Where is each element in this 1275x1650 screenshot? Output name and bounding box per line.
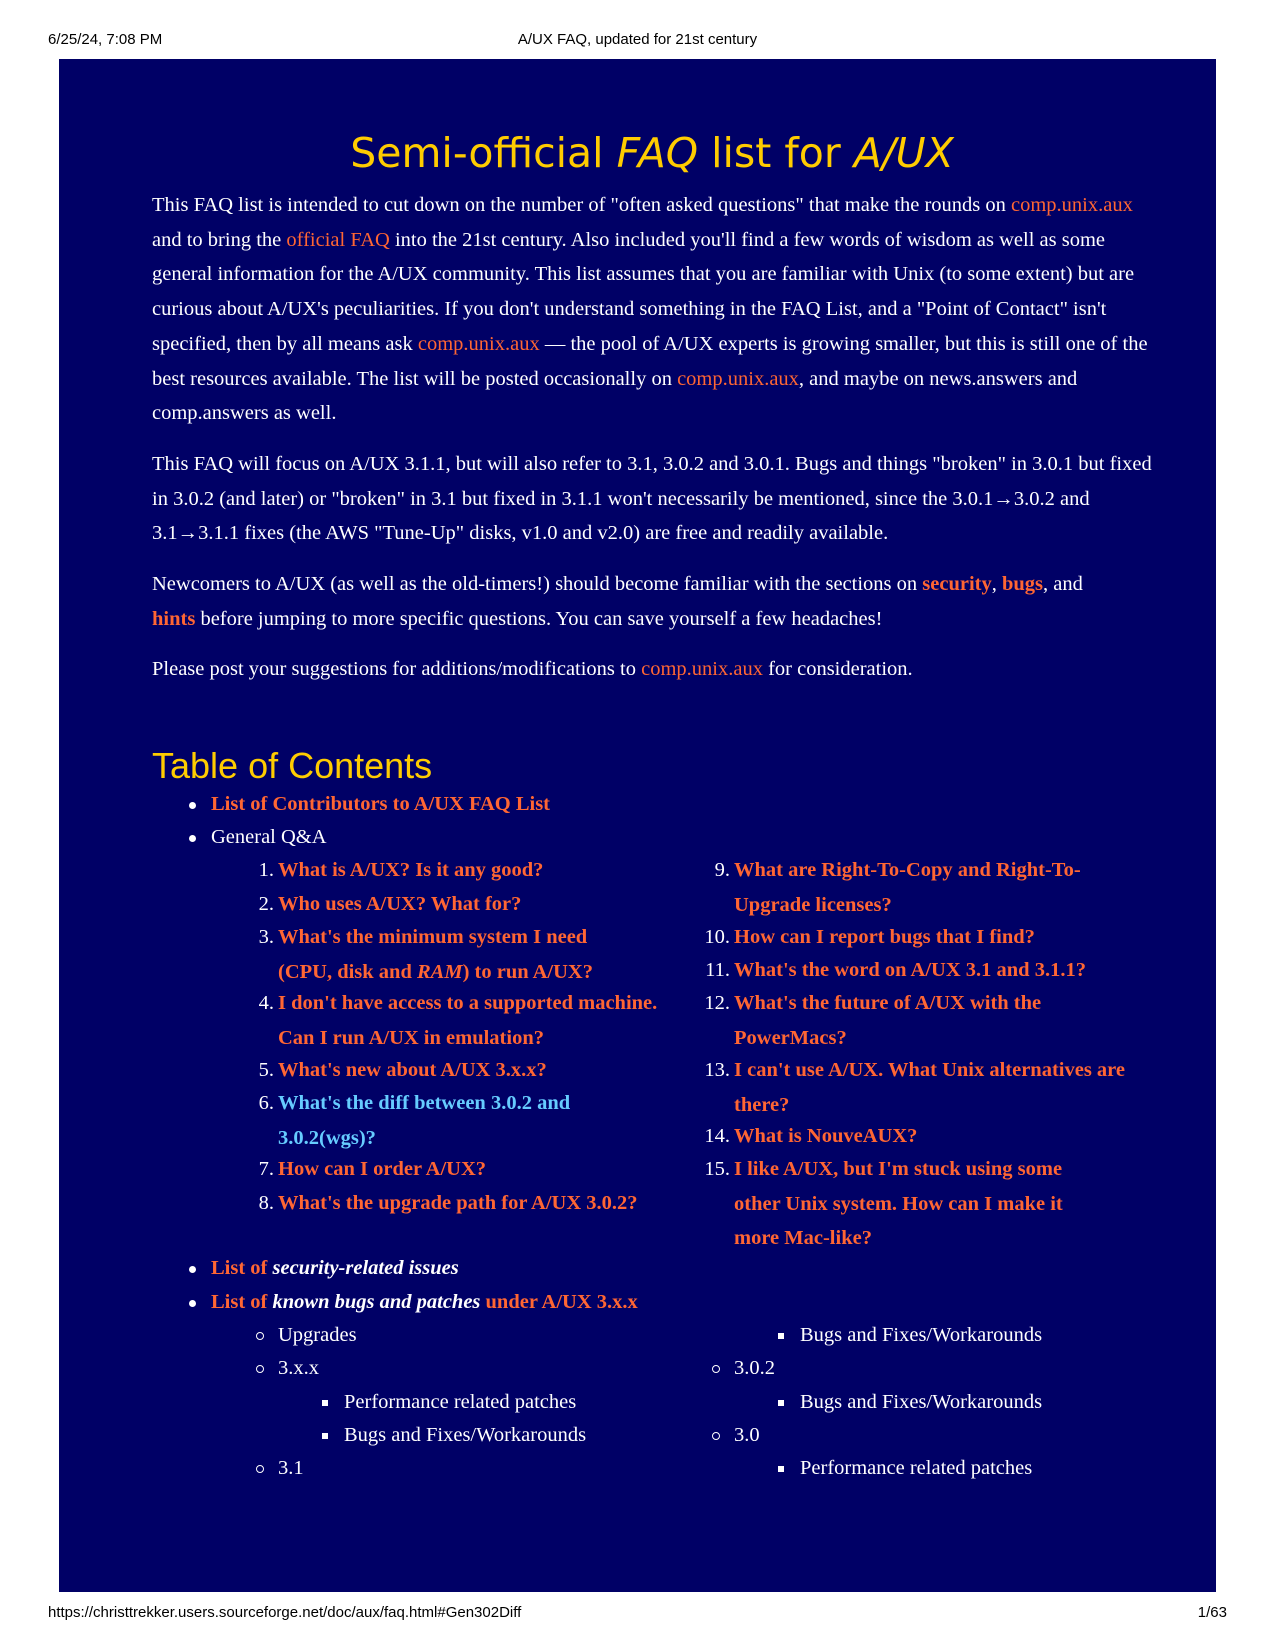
question-number: 9. [714, 859, 730, 881]
question-number: 11. [705, 959, 730, 981]
sublist-item [278, 1351, 319, 1386]
security-link[interactable]: security [922, 573, 992, 596]
question-number: 10. [704, 926, 730, 948]
sublist-item [344, 1418, 586, 1453]
text: for consideration. [762, 658, 913, 681]
text: , [991, 573, 1002, 596]
text: — the pool of A/UX experts is growing smaller, but this is still one of the best resources available. The list will be posted occasionally on [152, 332, 1148, 390]
question-number: 4. [258, 992, 274, 1014]
question-link[interactable]: Who uses A/UX? What for? [278, 893, 522, 915]
sublist-label: Performance related patches [800, 1457, 1033, 1479]
toc-item [211, 1285, 638, 1320]
link-text: List of [211, 1291, 273, 1313]
sublist-item [278, 1451, 304, 1486]
document-page [59, 59, 1216, 1592]
toc-item [211, 787, 550, 822]
title-part: Semi-official [350, 129, 617, 177]
question-number: 2. [258, 893, 274, 915]
link-text-em: security-related issues [272, 1257, 459, 1279]
print-datetime: 6/25/24, 7:08 PM [48, 31, 163, 48]
bugs-link[interactable]: bugs [1001, 573, 1044, 596]
text: Newcomers to A/UX (as well as the old-timers!) should become familiar with the sections on [152, 573, 923, 596]
question-link[interactable]: I don't have access to a supported machine. Can I run A/UX in emulation? [278, 992, 658, 1049]
question-text: What's the minimum system I need (CPU, disk and [278, 926, 588, 983]
print-url: https://christtrekker.users.sourceforge.net/doc/aux/faq.html#Gen302Diff [48, 1604, 522, 1621]
question-number: 5. [258, 1059, 274, 1081]
question-number: 7. [258, 1158, 274, 1180]
text: into the 21st century. Also included you'll find a few words of wisdom as well as some general information for the A/UX community. This list assumes that you are familiar with Unix (to some extent) but are curious about A/UX's peculiarities. If you don't understand something in the FAQ List, and a "Point of Contact" isn't specified, then by all means ask [152, 228, 1135, 355]
text: This FAQ list is intended to cut down on the number of "often asked questions" that make the rounds on [152, 194, 1012, 216]
intro-paragraph-2: This FAQ will focus on A/UX 3.1.1, but will also refer to 3.1, 3.0.2 and 3.0.1. Bugs and things "broken" in 3.0.1 but fixed in 3.0.2 (and later) or "broken" in 3.1 but fixed in 3.1.1 won't necessarily be mentioned, since the 3.0.1→3.0.2 and 3.1→3.1.1 fixes (the AWS "Tune-Up" disks, v1.0 and v2.0) are free and readily available. [152, 452, 1152, 545]
question-number: 6. [258, 1092, 274, 1114]
sublist-label: 3.x.x [278, 1357, 319, 1379]
title-aux: A/UX [853, 129, 954, 177]
sublist-item [344, 1385, 576, 1420]
question-link[interactable] [278, 920, 638, 989]
question-text: ) to run A/UX? [462, 960, 593, 983]
question-number: 15. [704, 1158, 730, 1180]
print-header [0, 31, 1275, 51]
security-issues-link[interactable] [211, 1257, 459, 1279]
newsgroup-link[interactable]: comp.unix.aux [641, 658, 763, 681]
sublist-label: Bugs and Fixes/Workarounds [344, 1424, 587, 1446]
question-link[interactable]: What's the upgrade path for A/UX 3.0.2? [278, 1192, 638, 1214]
sublist-label: 3.0 [734, 1424, 760, 1446]
question-link[interactable]: What is A/UX? Is it any good? [278, 859, 544, 881]
text: , and [1043, 573, 1083, 596]
link-text: List of [211, 1257, 273, 1279]
question-link[interactable]: How can I order A/UX? [278, 1158, 487, 1180]
question-link[interactable]: What's the future of A/UX with the PowerMacs? [734, 992, 1042, 1049]
sublist-item [734, 1351, 775, 1386]
question-link[interactable]: What's the word on A/UX 3.1 and 3.1.1? [734, 959, 1086, 981]
text: Please post your suggestions for additions/modifications to [152, 658, 642, 681]
text: and to bring the [152, 228, 287, 251]
newsgroup-link[interactable]: comp.unix.aux [1011, 194, 1133, 216]
question-link[interactable]: How can I report bugs that I find? [734, 926, 1035, 948]
contributors-link[interactable]: List of Contributors to A/UX FAQ List [211, 793, 551, 815]
sublist-item [800, 1385, 1042, 1420]
question-number: 8. [258, 1192, 274, 1214]
known-bugs-link[interactable] [211, 1291, 638, 1313]
hints-link[interactable]: hints [152, 607, 196, 630]
print-footer [0, 1604, 1275, 1624]
question-number: 3. [258, 926, 274, 948]
question-link[interactable]: I like A/UX, but I'm stuck using some other Unix system. How can I make it more Mac-like? [734, 1158, 1063, 1250]
question-number: 13. [704, 1059, 730, 1081]
sublist-label: Bugs and Fixes/Workarounds [800, 1324, 1043, 1346]
sublist-label: Upgrades [278, 1324, 357, 1346]
sublist-label: 3.0.2 [734, 1357, 775, 1379]
text: , and maybe on news.answers and comp.answers as well. [152, 367, 1078, 425]
sublist-label: Bugs and Fixes/Workarounds [800, 1391, 1043, 1413]
link-text-em: known bugs and patches [272, 1291, 481, 1313]
question-number: 12. [704, 992, 730, 1014]
toc-item [211, 820, 327, 855]
sublist-item [800, 1451, 1032, 1486]
question-number: 14. [704, 1125, 730, 1147]
toc-item [211, 1251, 459, 1286]
table-of-contents [59, 59, 1216, 1592]
sublist-item [800, 1318, 1042, 1353]
title-part: list for [698, 129, 854, 177]
question-link[interactable]: What's new about A/UX 3.x.x? [278, 1059, 547, 1081]
question-link[interactable]: I can't use A/UX. What Unix alternatives are there? [734, 1059, 1126, 1116]
question-number: 1. [258, 859, 274, 881]
question-link[interactable]: What are Right-To-Copy and Right-To-Upgrade licenses? [734, 859, 1081, 916]
sublist-label: Performance related patches [344, 1391, 577, 1413]
question-link[interactable]: What is NouveAUX? [734, 1125, 918, 1147]
print-page-count: 1/63 [1197, 1604, 1227, 1621]
print-page-title: A/UX FAQ, updated for 21st century [517, 31, 758, 48]
title-faq: FAQ [616, 129, 699, 177]
newsgroup-link[interactable]: comp.unix.aux [677, 367, 799, 390]
toc-heading: Table of Contents [152, 745, 433, 787]
question-link[interactable]: What's the diff between 3.0.2 and 3.0.2(wgs)? [278, 1092, 571, 1149]
sublist-item [278, 1318, 357, 1353]
newsgroup-link[interactable]: comp.unix.aux [417, 332, 540, 355]
link-text: under A/UX 3.x.x [480, 1291, 638, 1313]
text: before jumping to more specific questions. You can save yourself a few headaches! [195, 607, 883, 630]
question-text-em: RAM [417, 960, 463, 983]
general-qa-label: General Q&A [211, 826, 327, 848]
sublist-label: 3.1 [278, 1457, 304, 1479]
sublist-item [734, 1418, 760, 1453]
official-faq-link[interactable]: official FAQ [286, 228, 390, 251]
